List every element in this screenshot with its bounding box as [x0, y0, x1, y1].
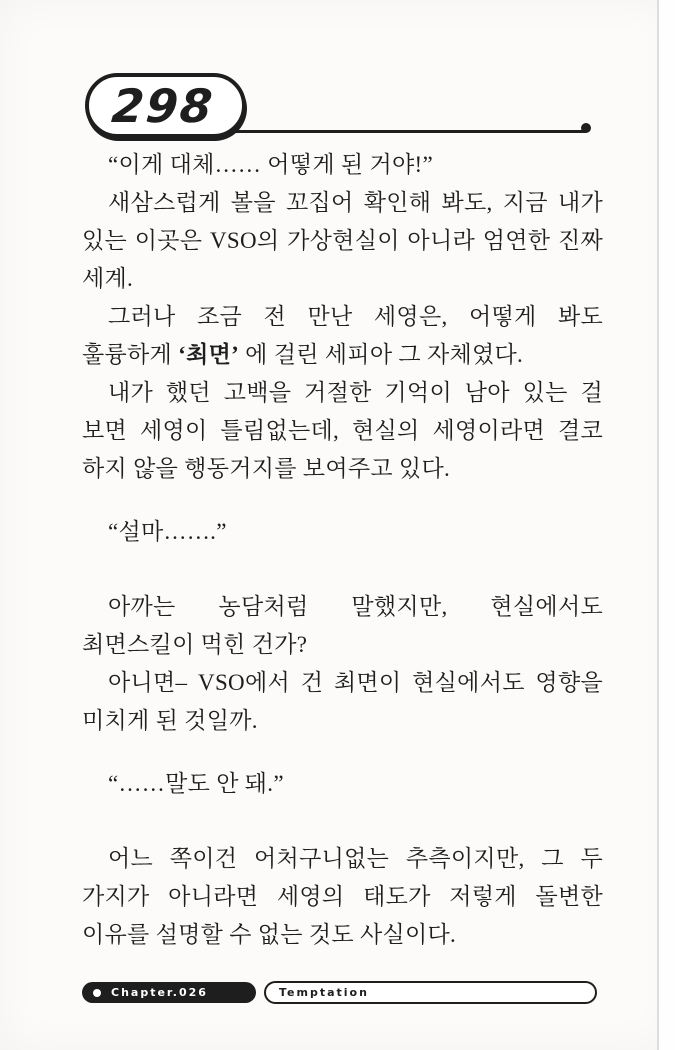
chapter-label: Chapter.026: [111, 986, 208, 999]
chapter-dot-icon: [93, 989, 101, 997]
text-segment: 그러나 조금 전 만난 세영은, 어떻게 봐도 훌륭하게: [82, 304, 603, 367]
emphasized-text: ‘최면’: [178, 342, 240, 367]
text-segment: “이게 대체…… 어떻게 된 거야!”: [108, 152, 433, 177]
header-rule: [232, 130, 586, 133]
page-footer: [82, 981, 597, 1004]
narration-paragraph: [82, 664, 603, 740]
scan-right-margin: [659, 0, 675, 1050]
text-segment: 아니면– VSO에서 건 최면이 현실에서도 영향을 미치게 된 것일까.: [82, 670, 603, 733]
text-segment: 아까는 농담처럼 말했지만, 현실에서도 최면스킬이 먹힌 건가?: [82, 594, 603, 657]
page-number: 298: [109, 78, 217, 133]
text-segment: 새삼스럽게 볼을 꼬집어 확인해 봐도, 지금 내가 있는 이곳은 VSO의 가상현실이 아니라 엄연한 진짜 세계.: [82, 190, 603, 291]
chapter-title-label: Temptation: [279, 986, 369, 999]
text-segment: 에 걸린 세피아 그 자체였다.: [239, 342, 524, 367]
text-segment: “……말도 안 돼.”: [108, 771, 284, 796]
text-segment: 어느 쪽이건 어처구니없는 추측이지만, 그 두 가지가 아니라면 세영의 태도가 저렇게 돌변한 이유를 설명할 수 없는 것도 사실이다.: [82, 846, 603, 947]
chapter-badge: [82, 982, 256, 1003]
narration-paragraph: [82, 588, 603, 664]
narration-paragraph: [82, 840, 603, 954]
narration-paragraph: [82, 298, 603, 374]
page-number-badge: [85, 73, 246, 138]
body-text: [82, 146, 603, 954]
text-segment: 내가 했던 고백을 거절한 기억이 남아 있는 걸 보면 세영이 틀림없는데, 현실의 세영이라면 결코 하지 않을 행동거지를 보여주고 있다.: [82, 380, 603, 481]
chapter-title-badge: [264, 981, 597, 1004]
scan-page-edge: [657, 0, 659, 1050]
dialogue-line: [82, 146, 603, 184]
dialogue-line: [82, 765, 603, 803]
text-segment: “설마…….”: [108, 519, 227, 544]
narration-paragraph: [82, 374, 603, 488]
line-end-ring-icon: [581, 123, 591, 133]
dialogue-line: [82, 513, 603, 551]
narration-paragraph: [82, 184, 603, 298]
